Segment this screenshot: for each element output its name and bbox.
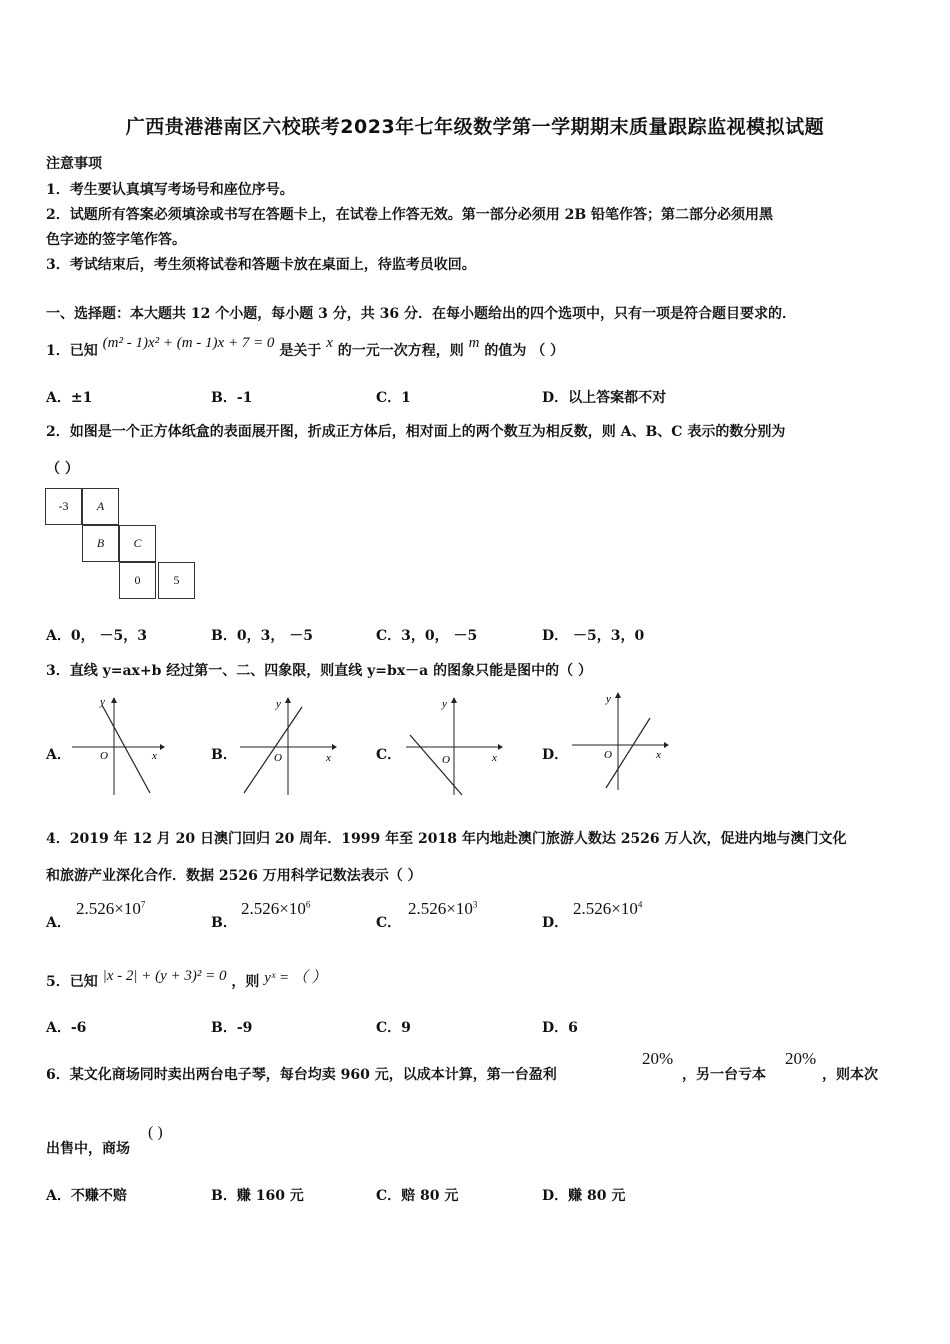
q3-b-origin: O [274,752,282,764]
q1-line: 1．已知 (m² - 1)x² + (m - 1)x + 7 = 0 是关于 x 的一元一次方程，则 m 的值为 （ ） [46,335,565,359]
q3-d-y-label: y [606,693,611,705]
q1-option-c: C．1 [376,390,411,406]
q2-option-a: A．0， －5，3 [46,628,147,644]
q3-a-y-label: y [100,696,105,708]
q3-label-b: B． [211,747,237,763]
q5-formula: |x - 2| + (y + 3)² = 0 [102,968,227,984]
q3-c-x-label: x [492,752,497,764]
q3-graph-d [570,690,670,792]
q2-text: 2．如图是一个正方体纸盒的表面展开图，折成正方体后，相对面上的两个数互为相反数，则 A、B、C 表示的数分别为 [46,424,786,440]
q6-text-a: 6．某文化商场同时卖出两台电子琴，每台均卖 960 元，以成本计算，第一台盈利 [46,1067,557,1083]
q1-option-d: D．以上答案都不对 [542,390,667,406]
net-cell-5: 5 [158,562,195,599]
q5-expr: yˣ = （ ） [264,970,327,986]
notice-item-3: 3．考试结束后，考生须将试卷和答题卡放在桌面上，待监考员收回。 [46,257,476,273]
net-cell-a: A [82,488,119,525]
q4-label-c: C． [376,915,402,931]
q4-text-b: 和旅游产业深化合作．数据 2526 万用科学记数法表示（ ） [46,868,422,884]
q3-label-c: C． [376,747,402,763]
q3-graph-a [70,695,165,797]
q6-percent-2: 20% [785,1049,817,1068]
q1-option-b: B．-1 [211,390,253,406]
q4-option-c: $2.526\times 10^3$ [408,899,478,918]
q5-option-b: B．-9 [211,1020,253,1036]
net-cell-0: 0 [119,562,156,599]
q2-option-d: D． －5，3，0 [542,628,645,644]
net-cell-b: B [82,525,119,562]
q4-option-b: $2.526\times 10^6$ [241,899,311,918]
q6-option-a: A．不赚不赔 [46,1188,127,1204]
q5-option-a: A．-6 [46,1020,87,1036]
q4-option-a: $2.526\times 10^7$ [76,899,146,918]
net-cell-c: C [119,525,156,562]
q2-option-b: B．0，3， －5 [211,628,313,644]
page-title: 广西贵港港南区六校联考2023年七年级数学第一学期期末质量跟踪监视模拟试题 [125,116,825,138]
q3-a-origin: O [100,750,108,762]
q4-text-a: 4．2019 年 12 月 20 日澳门回归 20 周年．1999 年至 2018 年内地赴澳门旅游人数达 2526 万人次，促进内地与澳门文化 [46,831,847,847]
q2-paren: （ ） [46,461,79,477]
q6-paren: ( ) [148,1124,163,1141]
section-heading: 一、选择题：本大题共 12 个小题，每小题 3 分，共 36 分．在每小题给出的四个选项中，只有一项是符合题目要求的． [46,306,796,322]
q3-b-y-label: y [276,698,281,710]
q5-option-c: C．9 [376,1020,411,1036]
q6-option-c: C．赔 80 元 [376,1188,459,1204]
q3-d-x-label: x [656,749,661,761]
q3-label-d: D． [542,747,569,763]
q1-option-a: A．±1 [46,390,93,406]
notice-item-2-cont: 色字迹的签字笔作答。 [46,232,186,248]
q4-label-d: D． [542,915,569,931]
notice-item-2: 2．试题所有答案必须填涂或书写在答题卡上，在试卷上作答无效。第一部分必须用 2B 铅笔作答；第二部分必须用黑 [46,207,774,223]
q5-option-d: D．6 [542,1020,578,1036]
q3-b-x-label: x [326,752,331,764]
q3-c-origin: O [442,754,450,766]
q6-text-d: 出售中，商场 [46,1141,130,1157]
q6-option-b: B．赚 160 元 [211,1188,304,1204]
q3-c-y-label: y [442,698,447,710]
q4-option-d: $2.526\times 10^4$ [573,899,643,918]
q2-option-c: C．3，0， －5 [376,628,478,644]
q3-graph-b [238,695,338,797]
q6-text-b: ，另一台亏本 [682,1067,766,1083]
notice-item-1: 1．考生要认真填写考场号和座位序号。 [46,182,294,198]
q3-text: 3．直线 y=ax+b 经过第一、二、四象限，则直线 y=bx－a 的图象只能是图中的（ ） [46,663,592,679]
q4-label-b: B． [211,915,237,931]
net-cell-minus3: -3 [45,488,82,525]
q3-label-a: A． [46,747,71,763]
q3-d-origin: O [604,749,612,761]
q6-option-d: D．赚 80 元 [542,1188,626,1204]
q6-text-c: ，则本次 [822,1067,878,1083]
q6-percent-1: 20% [642,1049,674,1068]
q5-line: 5．已知 |x - 2| + (y + 3)² = 0 ，则 yˣ = （ ） [46,968,327,990]
q3-graph-c [404,695,504,797]
q3-a-x-label: x [152,750,157,762]
notice-heading: 注意事项 [46,156,102,172]
q1-formula: (m² - 1)x² + (m - 1)x + 7 = 0 [102,335,275,351]
q4-label-a: A． [46,915,71,931]
